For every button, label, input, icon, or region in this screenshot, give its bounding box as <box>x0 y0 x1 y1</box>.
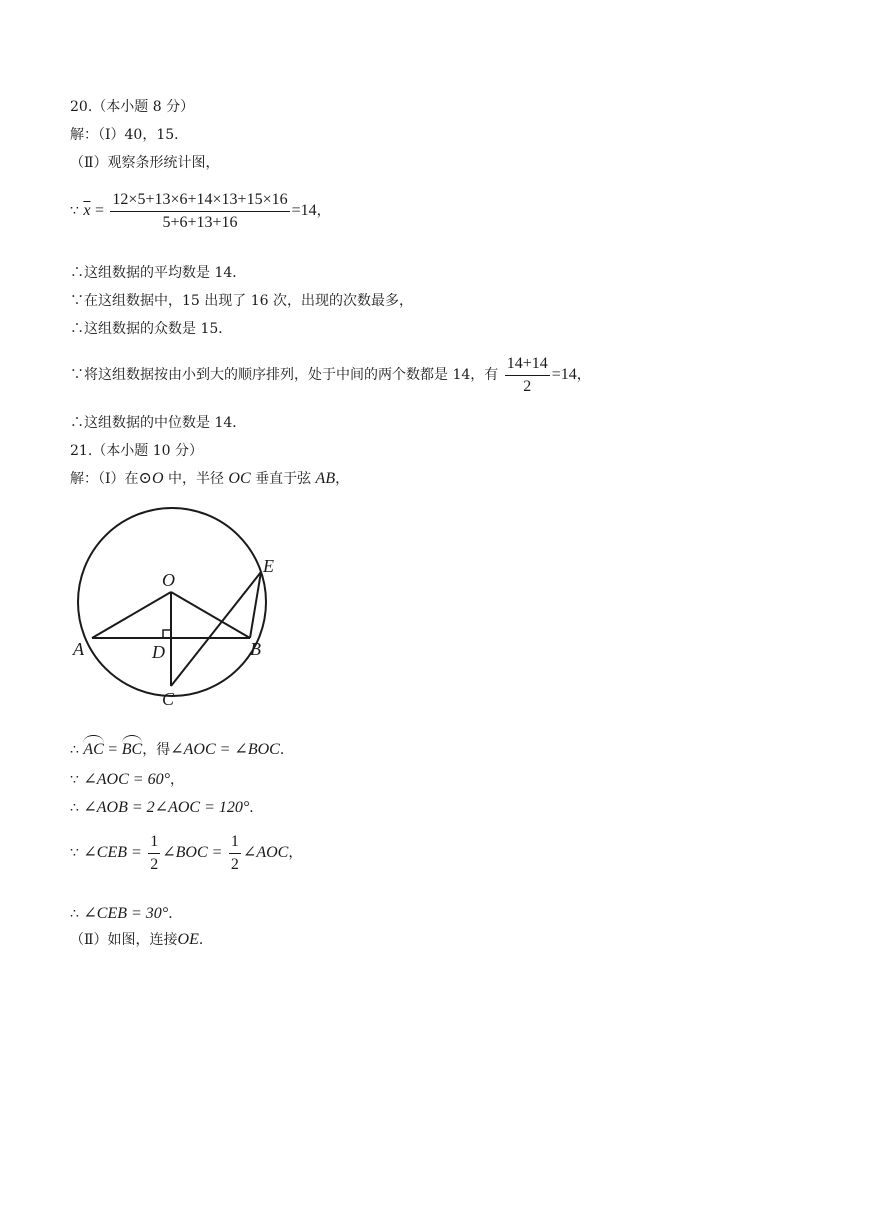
segment-oe: OE <box>177 931 199 948</box>
median-denominator: 2 <box>523 377 532 395</box>
right-angle-mark <box>163 630 171 638</box>
equals: = <box>94 202 104 219</box>
line3-end: ． <box>249 800 264 816</box>
period: ． <box>279 742 294 758</box>
q21-intro <box>70 470 349 488</box>
line1-mid: ，得 <box>142 742 171 758</box>
part2-prefix: （Ⅱ）如图，连接 <box>70 932 178 948</box>
line5-expr: ∠CEB = 30° <box>83 905 169 922</box>
half-fraction-1 <box>148 833 160 874</box>
line4-lhs: ∠CEB = <box>83 844 142 861</box>
angle-aob-line <box>70 798 263 818</box>
mode-conclusion: ∴这组数据的众数是 15． <box>70 321 233 337</box>
q20-heading: 20.（本小题 8 分） <box>70 99 195 115</box>
segment-eb <box>250 572 261 638</box>
segment-ce <box>171 572 261 686</box>
q20-part2-intro: （Ⅱ）观察条形统计图， <box>70 155 220 171</box>
radius-oc: OC <box>228 470 251 487</box>
arc-equality-line <box>70 736 294 760</box>
arc-bc: BC <box>122 736 142 760</box>
therefore: ∴ <box>70 742 79 758</box>
q20-part1: 解：（Ⅰ）40，15． <box>70 127 189 143</box>
median-fraction <box>505 355 550 396</box>
median-reason: ∵将这组数据按由小到大的顺序排列，处于中间的两个数都是 14，有 <box>70 367 499 383</box>
line1-expr: ∠AOC = ∠BOC <box>170 741 280 758</box>
median-result: =14 <box>551 366 577 383</box>
q21-part2 <box>70 930 213 950</box>
label-a: A <box>73 639 84 659</box>
because: ∵ <box>70 845 79 861</box>
median-reason-line <box>70 352 591 398</box>
because-symbol: ∵ <box>70 203 79 219</box>
line4-mid: ∠BOC = <box>162 844 223 861</box>
q21-heading: 21.（本小题 10 分） <box>70 443 203 459</box>
arc-ac: AC <box>83 736 103 760</box>
label-o: O <box>162 570 175 590</box>
half-den: 2 <box>230 855 239 873</box>
comma: ， <box>576 367 591 383</box>
median-numerator: 14+14 <box>505 355 550 376</box>
circle-name: O <box>151 470 164 487</box>
xbar: $\overline{x}$ <box>83 202 91 219</box>
line4-end: ， <box>288 845 303 861</box>
because: ∵ <box>70 772 79 788</box>
mean-formula <box>70 188 331 234</box>
label-c: C <box>162 689 175 709</box>
half-den: 2 <box>150 855 159 873</box>
circle-symbol: ⊙ <box>138 470 152 487</box>
angle-aoc-line <box>70 770 184 790</box>
comma: ， <box>316 203 331 219</box>
segment-oa <box>92 592 171 638</box>
intro-end: ， <box>335 471 350 487</box>
line3-expr: ∠AOB = 2∠AOC = 120° <box>83 799 250 816</box>
label-e: E <box>263 556 274 576</box>
line2-expr: ∠AOC = 60° <box>83 771 170 788</box>
line4-rhs: ∠AOC <box>242 844 289 861</box>
intro-mid2: 垂直于弦 <box>255 471 312 487</box>
chord-ab: AB <box>315 470 336 487</box>
label-d: D <box>152 642 165 662</box>
part2-end: ． <box>198 932 213 948</box>
equals: = <box>108 741 118 758</box>
half-fraction-2 <box>229 833 241 874</box>
therefore: ∴ <box>70 800 79 816</box>
segment-ob <box>171 592 250 638</box>
therefore: ∴ <box>70 906 79 922</box>
median-conclusion: ∴这组数据的中位数是 14． <box>70 415 247 431</box>
angle-ceb-relation-line <box>70 830 302 876</box>
intro-prefix: 解：（Ⅰ）在 <box>70 471 139 487</box>
line2-end: ， <box>169 772 184 788</box>
mean-result: =14 <box>291 202 317 219</box>
half-num: 1 <box>148 833 160 854</box>
label-b: B <box>250 639 261 659</box>
mode-reason: ∵在这组数据中，15 出现了 16 次，出现的次数最多， <box>70 293 413 309</box>
circle-geometry-figure <box>70 500 290 710</box>
mean-numerator: 12×5+13×6+14×13+15×16 <box>110 191 289 212</box>
mean-conclusion: ∴这组数据的平均数是 14． <box>70 265 247 281</box>
angle-ceb-result-line <box>70 904 182 924</box>
mean-fraction <box>110 191 289 232</box>
intro-mid: 中，半径 <box>167 471 224 487</box>
mean-denominator: 5+6+13+16 <box>162 213 238 231</box>
half-num: 1 <box>229 833 241 854</box>
line5-end: ． <box>168 906 183 922</box>
